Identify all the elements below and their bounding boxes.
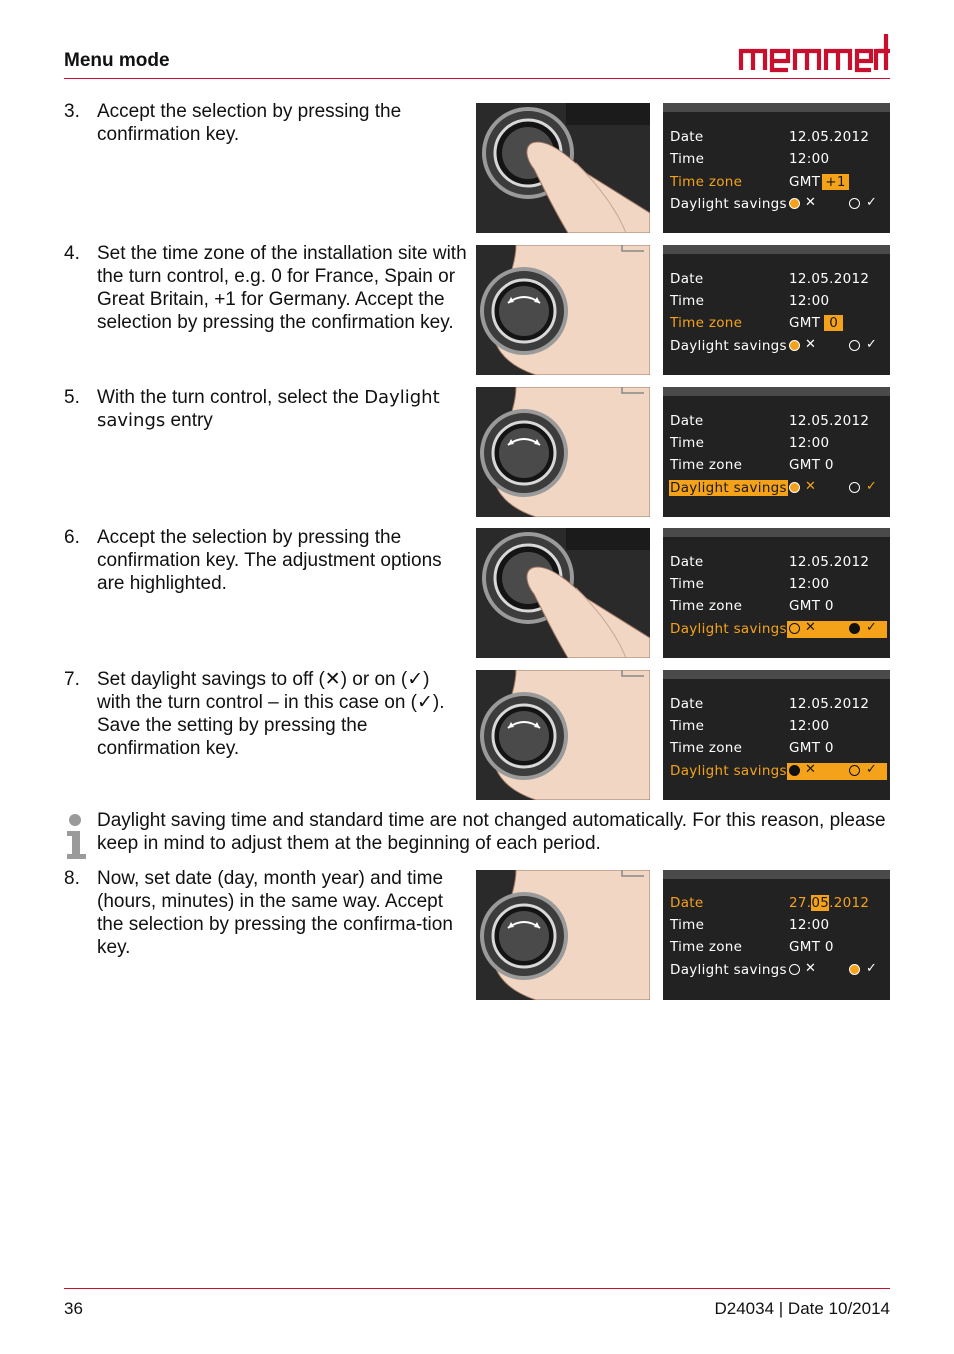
- display-row-daylight: [669, 478, 885, 498]
- step-number: 3.: [64, 101, 80, 122]
- date-day: 27: [789, 895, 807, 911]
- step-number: 4.: [64, 243, 80, 264]
- row-label: Daylight savings: [670, 196, 787, 212]
- radio-on: [849, 482, 860, 493]
- row-value: [789, 895, 869, 911]
- display-row-timezone: [669, 937, 885, 957]
- row-label: Date: [670, 129, 704, 145]
- display-row-date: [669, 127, 885, 147]
- row-label: Time zone: [670, 174, 743, 190]
- step-text: Accept the selection by pressing the confirmation key. The adjustment options are highlighted.: [97, 527, 442, 594]
- header-rule: [64, 78, 890, 79]
- menu-entry-name: Daylight savings: [97, 387, 440, 431]
- row-label: Date: [670, 696, 704, 712]
- step-text: Now, set date (day, month year) and time (hours, minutes) in the same way. Accept the selection by pressing the confirma-tion key.: [97, 868, 453, 958]
- row-label: Date: [670, 413, 704, 429]
- display-row-time: [669, 149, 885, 169]
- off-mark-icon: ✕: [805, 195, 817, 210]
- radio-off: [789, 623, 800, 634]
- daylight-options: [787, 962, 887, 979]
- display-row-date: [669, 411, 885, 431]
- row-label: Daylight savings: [670, 962, 787, 978]
- row-value: 12:00: [789, 718, 830, 734]
- controller-display: [663, 670, 890, 800]
- row-label: Time: [670, 293, 705, 309]
- section-title: Menu mode: [64, 50, 170, 71]
- row-label: Time: [670, 435, 705, 451]
- row-value: 12.05.2012: [789, 129, 870, 145]
- row-value: GMT 0: [789, 939, 834, 955]
- row-value: 12.05.2012: [789, 554, 870, 570]
- document-id: D24034 | Date 10/2014: [714, 1299, 890, 1318]
- step-number: 7.: [64, 669, 80, 690]
- row-label: Time: [670, 718, 705, 734]
- row-value: 12.05.2012: [789, 696, 870, 712]
- date-year: 2012: [833, 895, 870, 911]
- display-row-timezone: [669, 738, 885, 758]
- step-text-part: entry: [165, 410, 213, 431]
- display-topbar: [663, 528, 890, 537]
- row-label: Date: [670, 554, 704, 570]
- page-number: 36: [64, 1299, 83, 1318]
- on-mark-icon: ✓: [866, 961, 878, 976]
- display-row-time: [669, 716, 885, 736]
- display-topbar: [663, 387, 890, 396]
- row-value: GMT 0: [789, 457, 834, 473]
- turn-control-photo: [476, 870, 650, 1000]
- radio-on: [849, 198, 860, 209]
- radio-on: [849, 340, 860, 351]
- display-row-time: [669, 433, 885, 453]
- date-separator: .: [829, 895, 834, 911]
- radio-off: [789, 765, 800, 776]
- radio-off: [789, 964, 800, 975]
- display-topbar: [663, 870, 890, 879]
- display-topbar: [663, 103, 890, 112]
- off-mark-icon: ✕: [805, 961, 817, 976]
- display-row-timezone: [669, 313, 885, 333]
- row-label: Time zone: [670, 598, 743, 614]
- row-label: Daylight savings: [670, 621, 787, 637]
- row-value: GMT 0: [789, 598, 834, 614]
- row-value: 12:00: [789, 576, 830, 592]
- off-mark-icon: ✕: [805, 762, 817, 777]
- press-key-photo: [476, 528, 650, 658]
- display-row-date: [669, 269, 885, 289]
- radio-on: [849, 765, 860, 776]
- display-row-time: [669, 291, 885, 311]
- info-icon: [64, 814, 90, 860]
- display-row-time: [669, 915, 885, 935]
- display-row-daylight: [669, 960, 885, 980]
- row-label: Time zone: [670, 457, 743, 473]
- row-label: Daylight savings: [670, 480, 787, 496]
- step-text: Accept the selection by pressing the confirmation key.: [97, 101, 402, 145]
- display-row-date: [669, 893, 885, 913]
- gmt-prefix: GMT: [789, 315, 821, 331]
- row-value: [789, 174, 849, 190]
- row-label: Time: [670, 917, 705, 933]
- row-value: GMT 0: [789, 740, 834, 756]
- off-mark-icon: ✕: [805, 620, 817, 635]
- display-row-daylight: [669, 194, 885, 214]
- radio-off: [789, 340, 800, 351]
- row-label: Daylight savings: [670, 763, 787, 779]
- off-mark-icon: ✕: [805, 479, 817, 494]
- on-mark-icon: ✓: [866, 195, 878, 210]
- radio-off: [789, 198, 800, 209]
- row-label: Daylight savings: [670, 338, 787, 354]
- display-row-daylight: [669, 761, 885, 781]
- off-mark-icon: ✕: [805, 337, 817, 352]
- display-row-daylight: [669, 336, 885, 356]
- footer-rule: [64, 1288, 890, 1289]
- display-row-date: [669, 552, 885, 572]
- radio-on: [849, 964, 860, 975]
- row-value: 12:00: [789, 435, 830, 451]
- timezone-value: +1: [822, 174, 849, 190]
- row-label: Time zone: [670, 315, 743, 331]
- controller-display: [663, 387, 890, 517]
- step-number: 8.: [64, 868, 80, 889]
- on-mark-icon: ✓: [866, 620, 878, 635]
- row-label: Date: [670, 271, 704, 287]
- daylight-options: [787, 196, 887, 213]
- press-key-photo: [476, 103, 650, 233]
- on-mark-icon: ✓: [866, 337, 878, 352]
- row-value: 12.05.2012: [789, 413, 870, 429]
- step-number: 5.: [64, 387, 80, 408]
- on-mark-icon: ✓: [866, 479, 878, 494]
- controller-display: [663, 245, 890, 375]
- step-text: [97, 386, 467, 432]
- date-month: 05: [811, 895, 830, 911]
- display-row-timezone: [669, 455, 885, 475]
- row-value: [789, 315, 843, 331]
- daylight-options: [787, 763, 887, 780]
- row-label: Time: [670, 151, 705, 167]
- controller-display: [663, 103, 890, 233]
- controller-display: [663, 870, 890, 1000]
- daylight-options: [787, 480, 887, 497]
- display-row-timezone: [669, 596, 885, 616]
- display-row-date: [669, 694, 885, 714]
- row-value: 12:00: [789, 917, 830, 933]
- step-text: Set the time zone of the installation site with the turn control, e.g. 0 for France, Spain or Great Britain, +1 for Germany. Accept the selection by pressing the confirmation key.: [97, 243, 467, 333]
- step-text: Set daylight savings to off (✕) or on (✓) with the turn control – in this case on (✓). Save the setting by pressing the confirmation key.: [97, 669, 445, 759]
- gmt-prefix: GMT: [789, 174, 821, 190]
- timezone-value: 0: [824, 315, 843, 331]
- daylight-options: [787, 621, 887, 638]
- row-label: Time zone: [670, 740, 743, 756]
- row-value: 12.05.2012: [789, 271, 870, 287]
- controller-display: [663, 528, 890, 658]
- display-row-time: [669, 574, 885, 594]
- step-number: 6.: [64, 527, 80, 548]
- display-topbar: [663, 670, 890, 679]
- turn-control-photo: [476, 387, 650, 517]
- turn-control-photo: [476, 670, 650, 800]
- row-label: Date: [670, 895, 704, 911]
- info-text: Daylight saving time and standard time are not changed automatically. For this reason, please keep in mind to adjust them at the beginning of each period.: [97, 810, 886, 854]
- row-label: Time zone: [670, 939, 743, 955]
- row-label: Time: [670, 576, 705, 592]
- display-topbar: [663, 245, 890, 254]
- step-text-part: With the turn control, select the: [97, 387, 365, 408]
- date-separator: .: [806, 895, 812, 911]
- memmert-logo: [738, 30, 890, 74]
- radio-on: [849, 623, 860, 634]
- radio-off: [789, 482, 800, 493]
- daylight-options: [787, 338, 887, 355]
- row-value: 12:00: [789, 151, 830, 167]
- display-row-daylight: [669, 619, 885, 639]
- turn-control-photo: [476, 245, 650, 375]
- on-mark-icon: ✓: [866, 762, 878, 777]
- display-row-timezone: [669, 172, 885, 192]
- row-value: 12:00: [789, 293, 830, 309]
